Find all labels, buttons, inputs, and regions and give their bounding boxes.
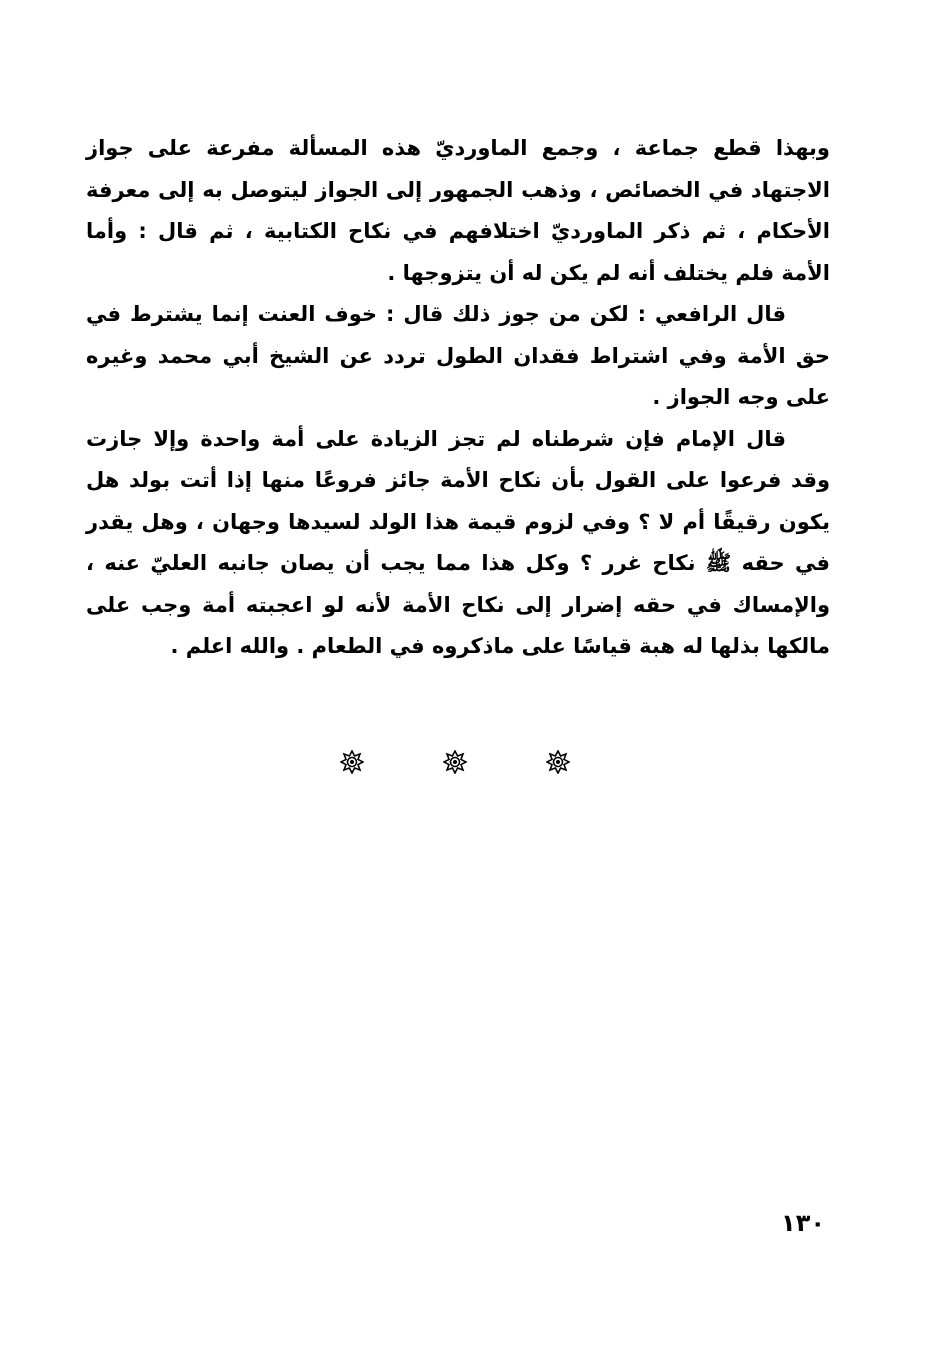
rosette-icon <box>546 750 570 774</box>
body-text <box>86 128 830 668</box>
paragraph-2: قال الرافعي : لكن من جوز ذلك قال : خوف العنت إنما يشترط في حق الأمة وفي اشتراط فقدان الطول تردد عن الشيخ أبي محمد وغيره على وجه الجواز . <box>86 302 830 409</box>
paragraph-3: قال الإمام فإن شرطناه لم تجز الزيادة على أمة واحدة وإلا جازت وقد فرعوا على القول بأن نكاح الأمة جائز فروعًا منها إذا أتت بولد هل يكون رقيقًا أم لا ؟ وفي لزوم قيمة هذا الولد لسيدها وجهان ، وهل يقدر في حقه ﷺ نكاح غرر ؟ وكل هذا مما يجب أن يصان جانبه العليّ عنه ، والإمساك في حقه إضرار إلى نكاح الأمة لأنه لو اعجبته أمة وجب على مالكها بذلها له هبة قياسًا على ماذكروه في الطعام . والله اعلم . <box>86 426 830 658</box>
rosette-icon <box>340 750 364 774</box>
page-number: ١٣٠ <box>781 1209 825 1237</box>
paragraph-1: وبهذا قطع جماعة ، وجمع الماورديّ هذه المسألة مفرعة على جواز الاجتهاد في الخصائص ، وذهب الجمهور إلى الجواز ليتوصل به إلى معرفة الأحكام ، ثم ذكر الماورديّ اختلافهم في نكاح الكتابية ، ثم قال : وأما الأمة فلم يختلف أنه لم يكن له أن يتزوجها . <box>86 136 830 285</box>
rosette-icon <box>443 750 467 774</box>
section-divider-ornaments <box>340 742 570 782</box>
